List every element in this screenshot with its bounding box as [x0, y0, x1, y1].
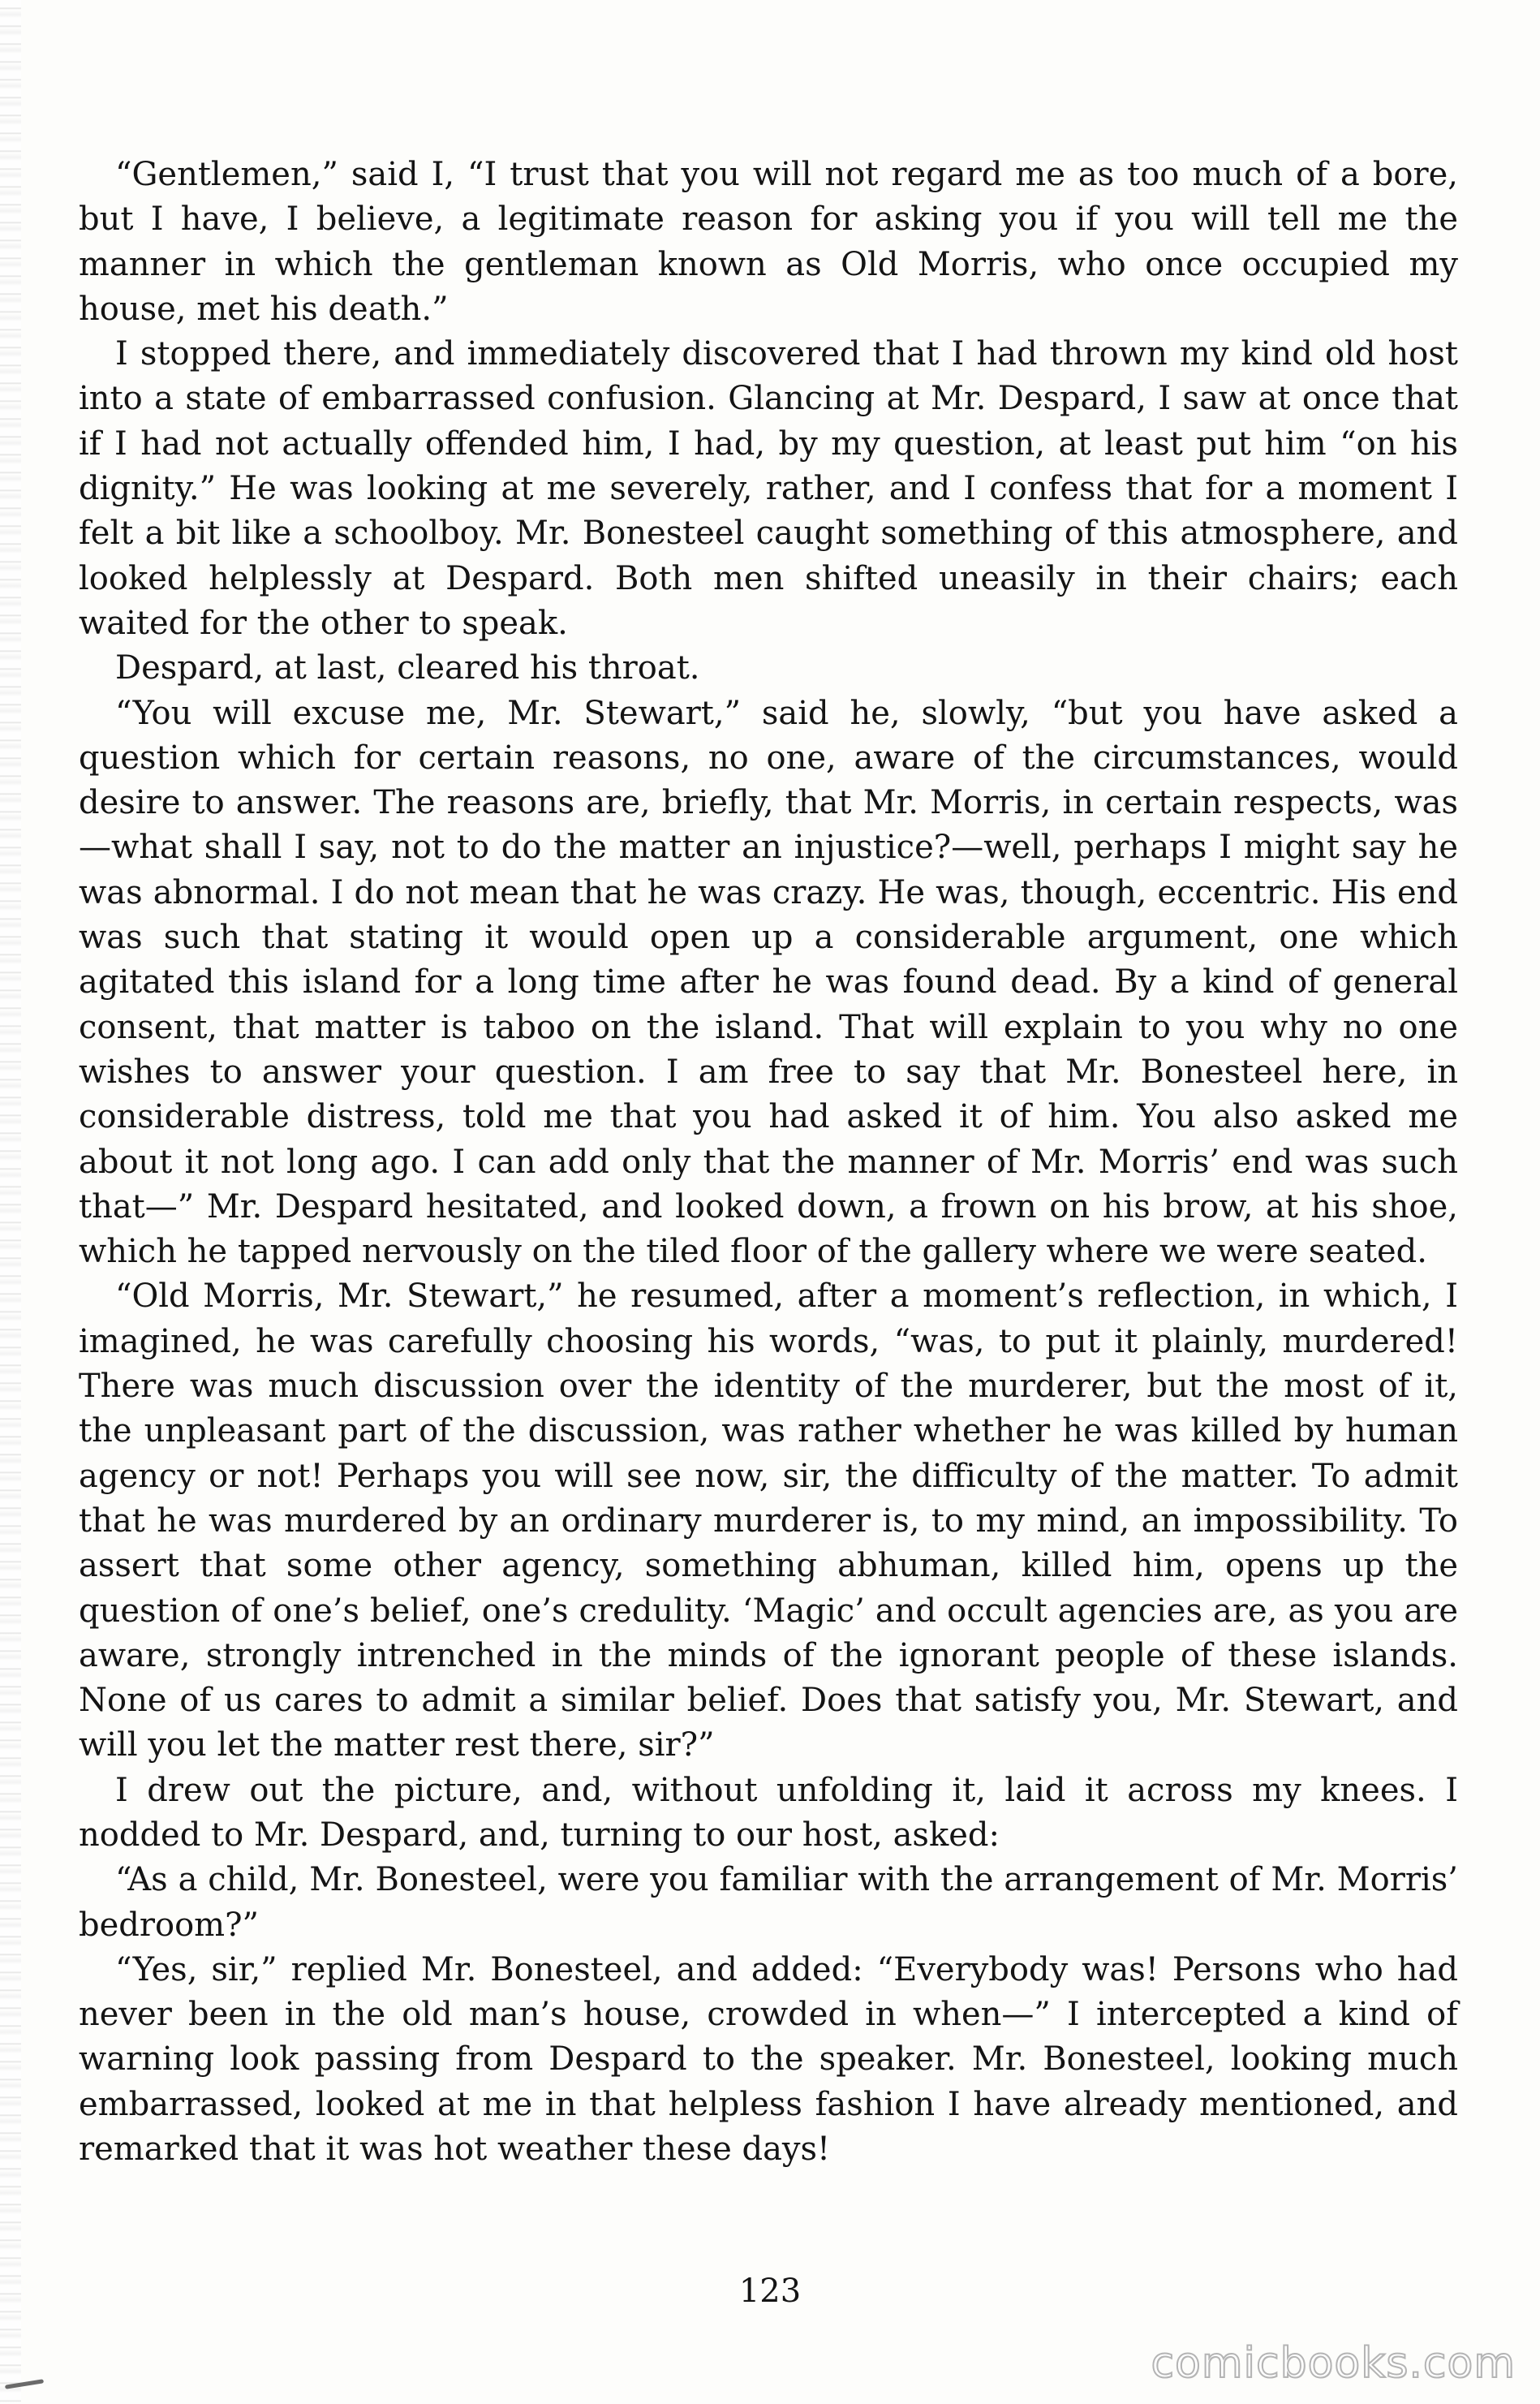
paragraph: “You will excuse me, Mr. Stewart,” said he, slowly, “but you have asked a question which for certain reasons, no one, aware of the circumstances, would desire to answer. The reasons are, briefly, that Mr. Morris, in certain respects, was—what shall I say, not to do the matter an injustice?—well, perhaps I might say he was abnormal. I do not mean that he was crazy. He was, though, eccentric. His end was such that stating it would open up a considerable argument, one which agitated this island for a long time after he was found dead. By a kind of general consent, that matter is taboo on the island. That will explain to you why no one wishes to answer your question. I am free to say that Mr. Bonesteel here, in considerable distress, told me that you had asked it of him. You also asked me about it not long ago. I can add only that the manner of Mr. Morris’ end was such that—” Mr. Despard hesitated, and looked down, a frown on his brow, at his shoe, which he tapped nervously on the tiled floor of the gallery where we were seated. [79, 694, 1458, 1271]
paragraph: “As a child, Mr. Bonesteel, were you familiar with the arrangement of Mr. Morris’ bedroom?” [79, 1861, 1458, 1944]
paragraph: “Old Morris, Mr. Stewart,” he resumed, after a moment’s reflection, in which, I imagined, he was carefully choosing his words, “was, to put it plainly, murdered! There was much discussion over the identity of the murderer, but the most of it, the unpleasant part of the discussion, was rather whether he was killed by human agency or not! Perhaps you will see now, sir, the difficulty of the matter. To admit that he was murdered by an ordinary murderer is, to my mind, an impossibility. To assert that some other agency, something abhuman, killed him, opens up the question of one’s belief, one’s credulity. ‘Magic’ and occult agencies are, as you are aware, strongly intrenched in the minds of the ignorant people of these islands. None of us cares to admit a similar belief. Does that satisfy you, Mr. Stewart, and will you let the matter rest there, sir?” [79, 1277, 1458, 1764]
paragraph: “Gentlemen,” said I, “I trust that you will not regard me as too much of a bore, but I have, I believe, a legitimate reason for asking you if you will tell me the manner in which the gentleman known as Old Morris, who once occupied my house, met his death.” [79, 156, 1458, 328]
scan-edge-shadow [0, 0, 21, 2404]
paragraph: “Yes, sir,” replied Mr. Bonesteel, and added: “Everybody was! Persons who had never been in the old man’s house, crowded in when—” I intercepted a kind of warning look passing from Despard to the speaker. Mr. Bonesteel, looking much embarrassed, looked at me in that helpless fashion I have already mentioned, and remarked that it was hot weather these days! [79, 1950, 1458, 2169]
watermark-logo: comicbooks.com [1151, 2339, 1516, 2388]
body-text [79, 153, 1458, 2172]
paragraph: I stopped there, and immediately discovered that I had thrown my kind old host into a state of embarrassed confusion. Glancing at Mr. Despard, I saw at once that if I had not actually offended him, I had, by my question, at least put him “on his dignity.” He was looking at me severely, rather, and I confess that for a moment I felt a bit like a schoolboy. Mr. Bonesteel caught something of this atmosphere, and looked helplessly at Despard. Both men shifted uneasily in their chairs; each waited for the other to speak. [79, 335, 1458, 642]
paragraph: Despard, at last, cleared his throat. [115, 649, 700, 687]
page-number: 123 [738, 2273, 802, 2310]
paragraph: I drew out the picture, and, without unfolding it, laid it across my knees. I nodded to Mr. Despard, and, turning to our host, asked: [79, 1771, 1458, 1854]
